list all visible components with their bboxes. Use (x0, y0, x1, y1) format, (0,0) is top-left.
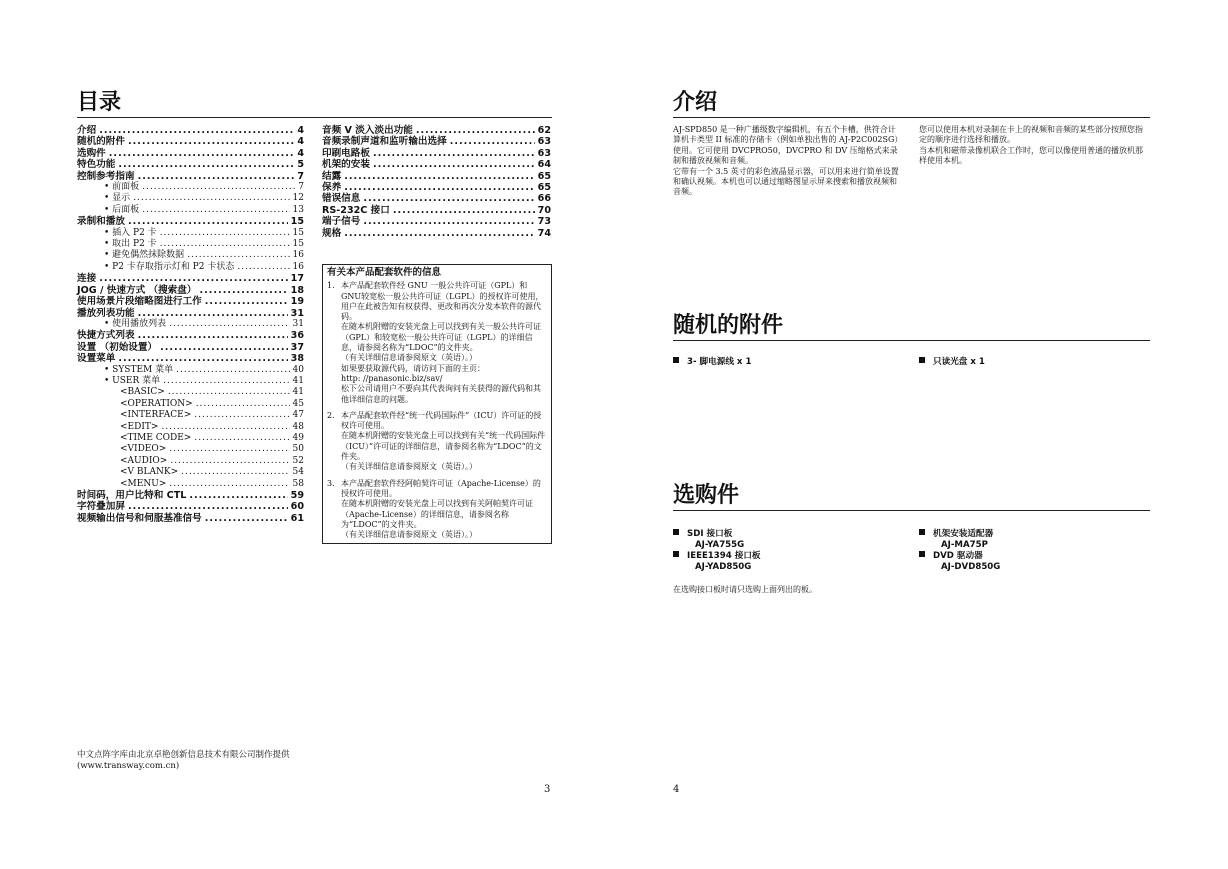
option-label: 机架安装适配器 (933, 529, 994, 539)
accessory-label: 只读光盘 x 1 (933, 357, 985, 367)
toc-entry (77, 353, 304, 364)
intro-text-right: 您可以使用本机对录制在卡上的视频和音频的某些部分按照您指定的顺序进行选择和播放。 当本机和磁带录像机联合工作时，您可以像使用普通的播放机那样使用本机。 (919, 125, 1143, 166)
square-bullet-icon (673, 551, 679, 557)
toc-entry-page: 65 (537, 182, 551, 194)
footer-credit (77, 750, 290, 772)
toc-entry-page: 19 (290, 296, 304, 308)
toc-column-1 (77, 125, 304, 524)
toc-entry (77, 513, 304, 524)
toc-entry-title: 端子信号 (322, 216, 361, 228)
toc-leader-dots (205, 296, 288, 307)
toc-leader-dots (169, 479, 289, 490)
toc-leader-dots (142, 205, 289, 216)
toc-entry-title: JOG / 快速方式 （搜索盘） (77, 284, 197, 296)
toc-entry (77, 136, 304, 147)
option-label: SDI 接口板 (687, 529, 733, 539)
toc-entry (77, 490, 304, 501)
toc-leader-dots (138, 330, 288, 341)
toc-entry (77, 444, 304, 455)
intro-title-rule (673, 117, 1150, 118)
toc-entry-page: 63 (537, 136, 551, 148)
footer-credit-url: (www.transway.com.cn) (77, 761, 180, 771)
toc-entry-page: 16 (292, 261, 304, 272)
toc-entry-title: <MENU> (120, 478, 167, 489)
software-info-item (327, 479, 547, 541)
toc-entry-page: 12 (292, 193, 304, 204)
toc-entry-page: 4 (297, 136, 304, 148)
toc-entry-title: • 插入 P2 卡 (104, 228, 157, 239)
toc-leader-dots (169, 319, 289, 330)
toc-entry (77, 296, 304, 307)
toc-entry (77, 467, 304, 478)
toc-leader-dots (363, 193, 534, 204)
toc-entry-page: 65 (537, 170, 551, 182)
toc-entry (322, 193, 551, 204)
square-bullet-icon (919, 357, 925, 363)
toc-entry (77, 148, 304, 159)
toc-entry-title: 随机的附件 (77, 136, 125, 148)
toc-entry (77, 250, 304, 261)
toc-leader-dots (160, 342, 288, 353)
toc-entry-page: 7 (298, 182, 304, 193)
toc-leader-dots (138, 171, 295, 182)
toc-entry-title: 规格 (322, 227, 342, 239)
toc-entry-title: • 后面板 (104, 205, 139, 216)
toc-entry-page: 70 (537, 204, 551, 216)
toc-entry-title: 连接 (77, 273, 97, 285)
toc-entry-page: 54 (292, 467, 304, 478)
toc-entry-page: 61 (290, 512, 304, 524)
toc-entry (322, 182, 551, 193)
toc-entry-page: 49 (292, 432, 304, 443)
toc-leader-dots (128, 216, 288, 227)
toc-entry (77, 239, 304, 250)
toc-title: 目录 (77, 90, 122, 115)
toc-entry-page: 15 (292, 227, 304, 238)
toc-entry (322, 216, 551, 227)
software-info-item-number: 1. (327, 281, 335, 291)
toc-entry-title: • 使用播放列表 (104, 319, 166, 330)
toc-entry-page: 52 (292, 455, 304, 466)
toc-entry-title: • 显示 (104, 193, 130, 204)
toc-entry (77, 387, 304, 398)
toc-leader-dots (128, 136, 294, 147)
toc-leader-dots (194, 410, 289, 421)
toc-entry-title: • 避免偶然抹除数据 (104, 250, 184, 261)
toc-leader-dots (189, 490, 287, 501)
toc-leader-dots (196, 399, 290, 410)
toc-entry (77, 285, 304, 296)
toc-entry-page: 38 (290, 353, 304, 365)
toc-leader-dots (416, 125, 535, 136)
toc-entry (77, 410, 304, 421)
toc-leader-dots (168, 387, 290, 398)
toc-leader-dots (373, 148, 535, 159)
toc-leader-dots (363, 216, 534, 227)
toc-entry-title: 录制和播放 (77, 216, 125, 228)
toc-leader-dots (169, 444, 289, 455)
toc-entry-page: 41 (292, 375, 304, 386)
toc-entry (77, 501, 304, 512)
toc-entry (77, 342, 304, 353)
toc-entry (77, 399, 304, 410)
toc-leader-dots (160, 239, 290, 250)
toc-entry (77, 456, 304, 467)
toc-entry (77, 216, 304, 227)
accessories-title: 随机的附件 (673, 313, 784, 338)
toc-entry-title: <TIME CODE> (120, 432, 192, 443)
software-info-item-text: 本产品配套软件经“统一代码国际件”（ICU）许可证的授权许可使用。 在随本机附赠的安装光盘上可以找到有关“统一代码国际件（ICU）”许可证的详细信息，请参阅名称为“LDOC”的文件夹。 （有关详细信息请参阅原文（英语）。） (341, 410, 546, 472)
toc-entry-page: 37 (290, 341, 304, 353)
option-item (919, 529, 993, 551)
toc-leader-dots (128, 501, 288, 512)
software-info-item-text: 本产品配套软件经阿帕契许可证（Apache-License）的授权许可使用。 在随本机附赠的安装光盘上可以找到有关阿帕契许可证（Apache-License）的详细信息，请参阅名称为“LDOC”的文件夹。 （有关详细信息请参阅原文（英语）。） (341, 478, 541, 540)
toc-entry (322, 125, 551, 136)
toc-entry-page: 13 (292, 204, 304, 215)
option-item (673, 529, 744, 551)
toc-entry-title: • USER 菜单 (104, 376, 160, 387)
toc-leader-dots (133, 193, 289, 204)
toc-entry (77, 193, 304, 204)
toc-entry-title: 音频 V 淡入淡出功能 (322, 125, 413, 136)
toc-entry-page: 4 (297, 147, 304, 159)
toc-entry (322, 159, 551, 170)
toc-entry-page: 15 (290, 216, 304, 228)
toc-entry-title: 快捷方式列表 (77, 330, 135, 342)
toc-entry-title: 错误信息 (322, 193, 361, 205)
options-title: 选购件 (673, 483, 740, 508)
toc-leader-dots (161, 422, 289, 433)
toc-entry (322, 148, 551, 159)
options-title-rule (673, 510, 1150, 511)
toc-entry-page: 17 (290, 273, 304, 285)
intro-text-left: AJ-SPD850 是一种广播级数字编辑机，有五个卡槽，供符合计算机卡类型 II 标准的存储卡（例如单独出售的 AJ-P2C002SG）使用。它可使用 DVCPRO50，DVCPRO 和 DV 压缩格式来录制和播放视频和音频。 它带有一个 3.5 英寸的彩色液晶显示器，可以用来进行简单设置和确认视频。本机也可以通过缩略图显示屏来搜索和播放视频和音频。 (673, 125, 903, 197)
toc-leader-dots (199, 285, 287, 296)
toc-entry (77, 273, 304, 284)
toc-entry-page: 40 (292, 364, 304, 375)
toc-leader-dots (163, 376, 289, 387)
toc-entry-title: • 前面板 (104, 182, 139, 193)
toc-entry-page: 47 (292, 410, 304, 421)
software-info-item (327, 411, 547, 473)
option-code: AJ-MA75P (941, 540, 988, 550)
toc-entry-page: 36 (290, 330, 304, 342)
toc-entry-page: 50 (292, 444, 304, 455)
option-code: AJ-DVD850G (941, 562, 1001, 572)
toc-entry (77, 205, 304, 216)
toc-entry-title: <EDIT> (120, 421, 159, 432)
option-item (673, 551, 761, 573)
toc-entry (77, 228, 304, 239)
software-info-box (322, 264, 552, 544)
toc-entry (77, 262, 304, 273)
toc-leader-dots (373, 159, 535, 170)
toc-entry (322, 171, 551, 182)
toc-entry-page: 73 (537, 216, 551, 228)
toc-entry-page: 4 (297, 125, 304, 136)
toc-entry (77, 422, 304, 433)
toc-entry-title: <VIDEO> (120, 444, 167, 455)
accessories-title-rule (673, 340, 1150, 341)
toc-entry (77, 308, 304, 319)
toc-entry-title: RS-232C 接口 (322, 204, 390, 216)
toc-leader-dots (194, 433, 289, 444)
toc-entry-page: 7 (297, 170, 304, 182)
toc-entry-title: 视频输出信号和伺服基准信号 (77, 512, 202, 524)
toc-leader-dots (118, 159, 294, 170)
toc-entry-title: 使用场景片段缩略图进行工作 (77, 296, 202, 308)
toc-leader-dots (138, 308, 288, 319)
software-info-item-text: 本产品配套软件经 GNU 一般公共许可证（GPL）和 GNU较宽松一般公共许可证（LGPL）的授权许可使用，用户在此被告知有权获得、更改和再次分发本软件的源代码。 在随本机附赠的安装光盘上可以找到有关一般公共许可证（GPL）和较宽松一般公共许可证（LGPL）的详细信息，请参阅名称为“LDOC”的文件夹。 （有关详细信息请参阅原文（英语）。） 如果要获取源代码，请访问下面的主页： http: //panasonic.biz/sav/ 松下公司请用户不要向其代表询问有关获得的源代码和其他详细信息的问题。 (341, 281, 544, 404)
toc-entry-page: 5 (297, 159, 304, 171)
toc-leader-dots (205, 513, 288, 524)
options-note: 在选购接口板时请只选购上面列出的板。 (673, 585, 817, 594)
toc-entry (77, 159, 304, 170)
toc-entry (77, 319, 304, 330)
toc-entry-title: 结露 (322, 170, 342, 182)
toc-entry-page: 41 (292, 387, 304, 398)
software-info-item-number: 3. (327, 478, 335, 488)
toc-entry-page: 74 (537, 227, 551, 239)
toc-leader-dots (450, 136, 535, 147)
option-label: IEEE1394 接口板 (687, 551, 761, 561)
toc-entry-title: 时间码，用户比特和 CTL (77, 490, 187, 501)
toc-leader-dots (99, 125, 294, 136)
toc-entry (77, 171, 304, 182)
software-info-item-number: 2. (327, 410, 335, 420)
toc-entry (77, 376, 304, 387)
page-number-right: 4 (673, 784, 680, 795)
toc-leader-dots (142, 182, 295, 193)
toc-entry-title: 保养 (322, 182, 342, 194)
toc-entry-title: 选购件 (77, 147, 106, 159)
toc-leader-dots (344, 182, 534, 193)
toc-entry (322, 205, 551, 216)
toc-entry-title: <V BLANK> (120, 467, 179, 478)
toc-entry-page: 60 (290, 501, 304, 513)
toc-leader-dots (99, 273, 287, 284)
toc-leader-dots (187, 250, 289, 261)
toc-entry-title: • SYSTEM 菜单 (104, 365, 173, 376)
toc-entry-title: 播放列表功能 (77, 307, 135, 319)
software-info-item (327, 281, 547, 405)
toc-entry-title: 机架的安装 (322, 159, 370, 171)
square-bullet-icon (919, 551, 925, 557)
toc-entry (77, 479, 304, 490)
toc-leader-dots (176, 365, 289, 376)
toc-entry-title: <BASIC> (120, 387, 165, 398)
toc-leader-dots (393, 205, 535, 216)
toc-entry-title: 印刷电路板 (322, 147, 370, 159)
toc-entry-title: • P2 卡存取指示灯和 P2 卡状态 (104, 262, 234, 273)
square-bullet-icon (673, 357, 679, 363)
page-number-left: 3 (544, 784, 551, 795)
accessory-item (919, 357, 985, 368)
option-code: AJ-YAD850G (695, 562, 752, 572)
toc-entry (77, 433, 304, 444)
toc-entry-page: 48 (292, 421, 304, 432)
toc-leader-dots (181, 467, 289, 478)
option-item (919, 551, 1000, 573)
accessory-label: 3- 脚电源线 x 1 (687, 357, 752, 367)
toc-entry-title: 控制参考指南 (77, 170, 135, 182)
intro-title: 介绍 (673, 90, 718, 115)
option-code: AJ-YA755G (695, 540, 745, 550)
toc-entry-page: 59 (290, 490, 304, 501)
footer-credit-line: 中文点阵字库由北京卓艳创新信息技术有限公司制作提供 (77, 750, 290, 760)
accessory-item (673, 357, 751, 368)
toc-entry-title: 设置菜单 (77, 353, 116, 365)
toc-entry-title: • 取出 P2 卡 (104, 239, 157, 250)
toc-entry-page: 31 (292, 318, 304, 329)
toc-entry (77, 365, 304, 376)
toc-entry-page: 18 (290, 284, 304, 296)
toc-leader-dots (109, 148, 295, 159)
toc-title-rule (77, 117, 552, 118)
toc-entry-page: 16 (292, 250, 304, 261)
option-label: DVD 驱动器 (933, 551, 983, 561)
toc-entry (322, 136, 551, 147)
toc-entry-title: 介绍 (77, 125, 97, 136)
toc-leader-dots (344, 228, 534, 239)
square-bullet-icon (919, 529, 925, 535)
toc-entry-page: 58 (292, 478, 304, 489)
toc-entry-title: 设置 （初始设置） (77, 341, 158, 353)
toc-entry-title: 特色功能 (77, 159, 116, 171)
toc-entry-title: 字符叠加屏 (77, 501, 125, 513)
square-bullet-icon (673, 529, 679, 535)
toc-entry-title: <INTERFACE> (120, 410, 192, 421)
toc-entry-page: 62 (537, 125, 551, 136)
toc-leader-dots (237, 262, 289, 273)
toc-entry (77, 330, 304, 341)
toc-entry-page: 31 (290, 307, 304, 319)
toc-leader-dots (170, 456, 289, 467)
toc-entry-title: <AUDIO> (120, 455, 168, 466)
toc-entry (322, 228, 551, 239)
toc-leader-dots (344, 171, 534, 182)
toc-entry-title: 音频录制声道和监听输出选择 (322, 136, 447, 148)
toc-leader-dots (160, 228, 290, 239)
toc-entry-page: 15 (292, 239, 304, 250)
toc-entry-page: 64 (537, 159, 551, 171)
toc-entry (77, 125, 304, 136)
toc-entry-page: 45 (292, 398, 304, 409)
software-info-title: 有关本产品配套软件的信息 (327, 267, 442, 278)
toc-entry-title: <OPERATION> (120, 398, 193, 409)
toc-entry-page: 66 (537, 193, 551, 205)
toc-column-2 (322, 125, 551, 239)
toc-leader-dots (118, 353, 287, 364)
toc-entry (77, 182, 304, 193)
toc-entry-page: 63 (537, 147, 551, 159)
